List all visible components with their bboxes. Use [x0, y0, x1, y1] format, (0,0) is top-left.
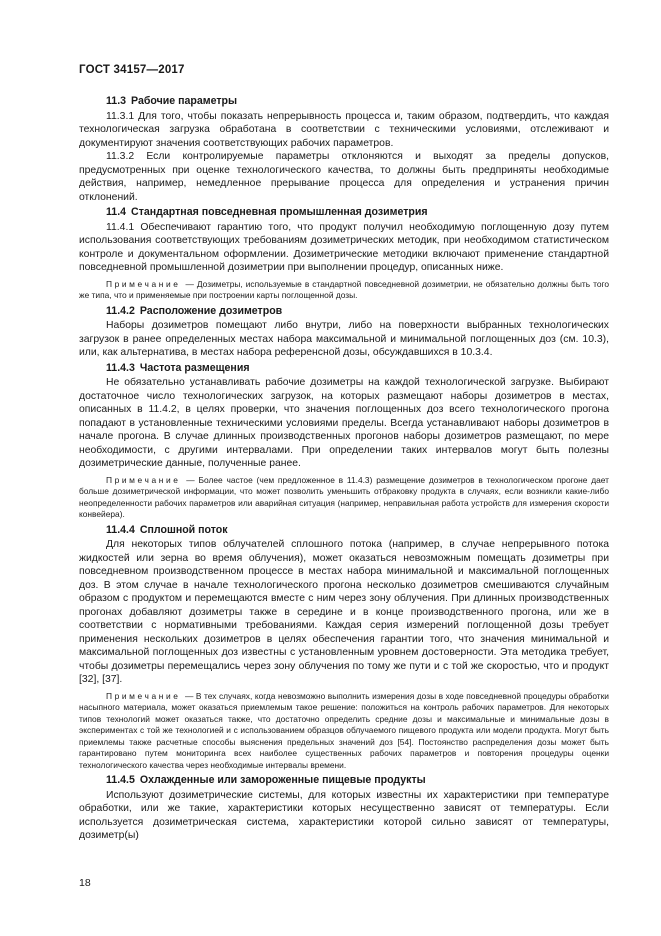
body-paragraph: Наборы дозиметров помещают либо внутри, либо на поверхности выбранных технологических загрузок в ранее определенных местах набора максимальной и минимальной поглощенных доз (см. 10.3), или, как альтернатива, в местах набора референсной дозы, обсуждавшихся в 10.3.4. — [79, 320, 609, 358]
section-title: Рабочие параметры — [131, 95, 238, 107]
section-heading — [79, 362, 609, 376]
section-heading — [79, 524, 609, 538]
body-paragraph: Используют дозиметрические системы, для которых известны их характеристики при температуре обработки, или же такие, характеристики которых несущественно зависят от температуры. Если используется дозиметрическая система, характеристики которой сильно зависят от температуры, дозиметр(ы) — [79, 789, 609, 841]
section-number: 11.3 — [106, 95, 127, 107]
section-heading — [79, 305, 609, 319]
note-label: Примечание — [106, 474, 181, 485]
section-heading — [79, 206, 609, 220]
note-paragraph — [79, 279, 609, 302]
section-number: 11.4.5 — [106, 774, 135, 786]
section-number: 11.4.4 — [106, 523, 135, 536]
section-number: 11.4.3 — [106, 361, 135, 374]
section-title: Частота размещения — [139, 361, 250, 374]
section-title: Охлажденные или замороженные пищевые продукты — [139, 774, 426, 786]
body-paragraph: 11.3.1 Для того, чтобы показать непрерывность процесса и, таким образом, подтвердить, что каждая технологическая загрузка обработана в соответствии с техническими условиями, отслеживают и документируют значения соответствующих рабочих параметров. — [79, 110, 609, 149]
section-title: Расположение дозиметров — [139, 304, 283, 317]
section-number: 11.4 — [106, 206, 127, 218]
note-text: — Дозиметры, используемые в стандартной повседневной дозиметрии, не обязательно должны быть того же типа, что и применяемые при построении карты поглощенной дозы. — [79, 278, 609, 300]
body-paragraph: Не обязательно устанавливать рабочие дозиметры на каждой технологической загрузке. Выбирают достаточное число технологических загрузок, на которых размещают наборы дозиметров в местах, описанных в 11.4.2, в целях проверки, что значения поглощенных доз всего технологического прогона попадают в установленные техническими условиями пределы. Всегда устанавливают наборы дозиметров в начале прогона. В случае длинных производственных прогонов наборы дозиметров размещают, по мере необходимости, с другими интервалами. При определении таких интервалов могут быть полезны дозиметрические данные, полученные ранее. — [79, 377, 609, 469]
document-body — [79, 93, 609, 843]
section-title: Сплошной поток — [139, 523, 228, 536]
note-paragraph — [79, 691, 609, 772]
section-title: Стандартная повседневная промышленная дозиметрия — [131, 206, 428, 218]
section-heading — [79, 774, 609, 788]
section-heading — [79, 95, 609, 109]
body-paragraph: Для некоторых типов облучателей сплошного потока (например, в случае непрерывного потока жидкостей или зерна во время облучения), может оказаться невозможным помещать дозиметры при повседневном производственном процессе в местах набора минимальной и максимальной поглощенных доз. В этом случае в начале технологического прогона несколько дозиметров смешиваются случайным образом с продуктом и перемещаются вместе с ним через зону облучения. При длинных производственных прогонах добавляют дозиметры также в середине и в конце производственного прогона, или же в соответствии с нормативными требованиями. Каждая серия измерений поглощенной дозы требует применения нескольких дозиметров в целях обеспечения гарантии того, что значения минимальной и максимальной поглощенных доз известны с установленным уровнем достоверности. Эта методика требует, чтобы дозиметры перемещались через зону облучения по тому же пути и с той же скоростью, что и продукт [32], [37]. — [79, 539, 609, 685]
note-label: Примечание — [106, 690, 181, 701]
note-text: — Более частое (чем предложенное в 11.4.3) размещение дозиметров в технологическом прогоне дает больше дозиметрической информации, что может позволить уменьшить отбраковку продукта в случаях, если возникли какие-либо неопределенности рабочих параметров или аварийная ситуация (например, неправильная работа устройств для измерения скорости конвейера). — [79, 474, 609, 519]
body-paragraph: 11.3.2 Если контролируемые параметры отклоняются и выходят за пределы допусков, предусмотренных при оценке технологического качества, то должны быть предприняты необходимые действия, например, немедленное прерывание процесса для определения и устранения причин отклонений. — [79, 151, 609, 203]
section-number: 11.4.2 — [106, 304, 135, 317]
body-paragraph: 11.4.1 Обеспечивают гарантию того, что продукт получил необходимую поглощенную дозу путем использования соответствующих требованиям дозиметрических методик, при необходимом статистическом контроле и документальном оформлении. Дозиметрические методики включают применение стандартной повседневной промышленной дозиметрии при выполнении процедур, описанных ниже. — [79, 221, 609, 273]
note-text: — В тех случаях, когда невозможно выполнить измерения дозы в ходе повседневной процедуры обработки насыпного материала, может оказаться приемлемым такое решение: положиться на контроль рабочих параметров. Для некоторых типов технологий может оказаться также, что достаточно определить средние дозы и максимальные и минимальные дозы в экспериментах с той же технологией и с использованием образцов облучаемого пищевого продукта или модели продукта. Могут быть приемлемы также расчетные способы выяснения предельных значений доз [54]. Постоянство распределения дозы может быть гарантировано путем мониторинга всех наиболее существенных рабочих параметров и повторения процедуры оценки технологического качества через необходимые интервалы времени. — [79, 690, 609, 770]
standard-header: ГОСТ 34157—2017 — [79, 64, 185, 76]
note-label: Примечание — [106, 278, 181, 289]
note-paragraph — [79, 475, 609, 521]
page-number: 18 — [79, 877, 91, 889]
